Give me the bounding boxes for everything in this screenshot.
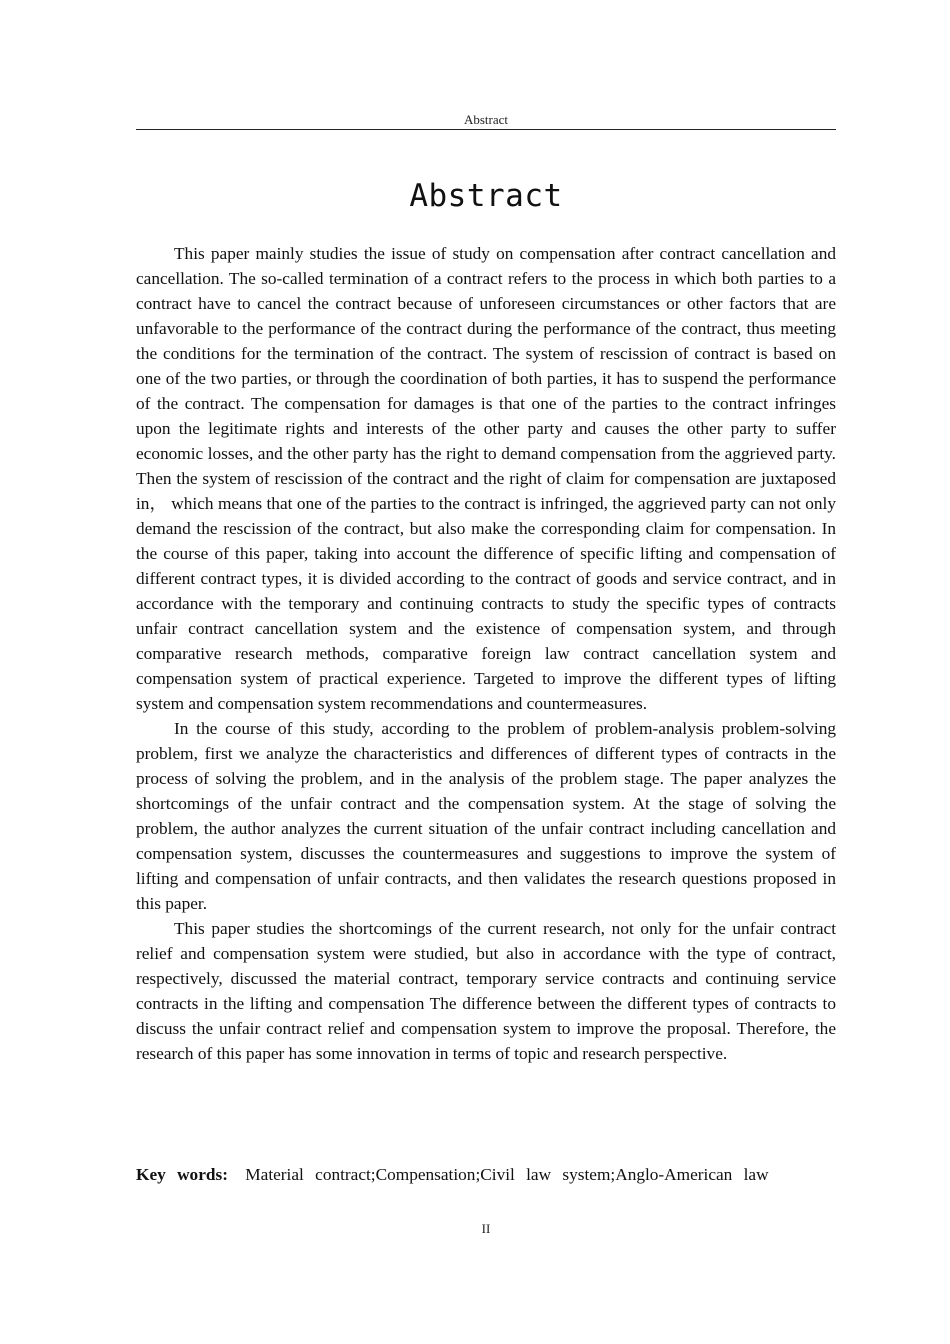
- abstract-paragraph-2: In the course of this study, according to the problem of problem-analysis problem-solving problem, first we analyze the characteristics and differences of different types of contracts in the process of solving the problem, and in the analysis of the problem stage. The paper analyzes the shortcomings of the unfair contract and the compensation system. At the stage of solving the problem, the author analyzes the current situation of the unfair contract including cancellation and compensation system, discusses the countermeasures and suggestions to improve the system of lifting and compensation of unfair contracts, and then validates the research questions proposed in this paper.: [136, 719, 836, 913]
- keywords-text: Material contract;Compensation;Civil law system;Anglo-American law: [245, 1165, 769, 1184]
- page-number: II: [481, 1221, 491, 1236]
- page-title: Abstract: [409, 178, 563, 214]
- header-divider: [136, 129, 836, 130]
- keywords-label: Key words:: [136, 1165, 228, 1184]
- running-header: Abstract: [463, 112, 509, 127]
- keywords-line: [136, 1162, 836, 1187]
- abstract-paragraph-3: This paper studies the shortcomings of the current research, not only for the unfair contract relief and compensation system were studied, but also in accordance with the type of contract, respectively, discussed the material contract, temporary service contracts and continuing service contracts in the lifting and compensation The difference between the different types of contracts to discuss the unfair contract relief and compensation system to improve the proposal. Therefore, the research of this paper has some innovation in terms of topic and research perspective.: [136, 919, 836, 1063]
- abstract-paragraph-1: This paper mainly studies the issue of study on compensation after contract cancellation and cancellation. The so-called termination of a contract refers to the process in which both parties to a contract have to cancel the contract because of unforeseen circumstances or other factors that are unfavorable to the performance of the contract during the performance of the contract, thus meeting the conditions for the termination of the contract. The system of rescission of contract is based on one of the two parties, or through the coordination of both parties, it has to suspend the performance of the contract. The compensation for damages is that one of the parties to the contract infringes upon the legitimate rights and interests of the other party and causes the other party to suffer economic losses, and the other party has the right to demand compensation from the aggrieved party. Then the system of rescission of the contract and the right of claim for compensation are juxtaposed in， which means that one of the parties to the contract is infringed, the aggrieved party can not only demand the rescission of the contract, but also make the corresponding claim for compensation. In the course of this paper, taking into account the difference of specific lifting and compensation of different contract types, it is divided according to the contract of goods and service contract, and in accordance with the temporary and continuing contracts to study the specific types of contracts unfair contract cancellation system and the existence of compensation system, and through comparative research methods, comparative foreign law contract cancellation system and compensation system of practical experience. Targeted to improve the different types of lifting system and compensation system recommendations and countermeasures.: [136, 244, 836, 713]
- abstract-body: [136, 241, 836, 1066]
